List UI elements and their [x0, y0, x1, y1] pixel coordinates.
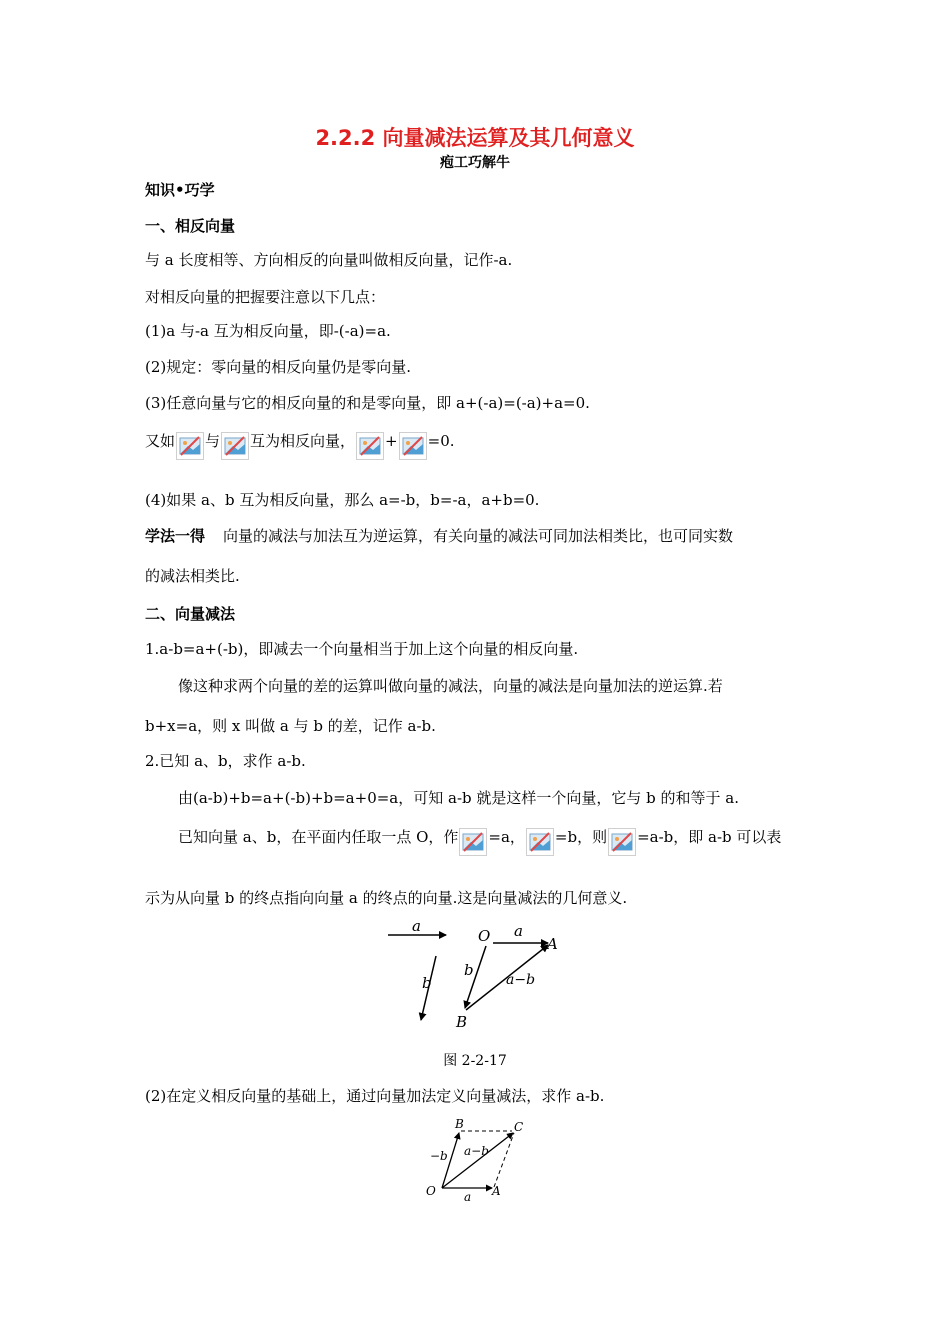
label-A: A — [547, 935, 558, 953]
label-a-minus-b: a−b — [506, 972, 536, 988]
paragraph: 与 a 长度相等、方向相反的向量叫做相反向量，记作-a. — [145, 251, 513, 269]
heading-vector-subtraction: 二、向量减法 — [145, 605, 236, 623]
label-B: B — [455, 1117, 464, 1131]
broken-image-icon — [356, 432, 384, 460]
paragraph: 像这种求两个向量的差的运算叫做向量的减法，向量的减法是向量加法的逆运算.若 — [178, 677, 723, 695]
study-tip-label: 学法一得 — [145, 527, 206, 545]
dashed-AC — [494, 1133, 514, 1187]
paragraph-with-images: 又如 与 互为相反向量， + =0. — [145, 428, 455, 456]
broken-image-icon — [459, 828, 487, 856]
label-neg-b: −b — [430, 1149, 448, 1163]
paragraph-with-images: 已知向量 a、b，在平面内任取一点 O，作 =a， =b，则 =a-b，即 a-b 可以表 — [178, 824, 781, 852]
paragraph: (4)如果 a、b 互为相反向量，那么 a=-b，b=-a，a+b=0. — [145, 491, 540, 509]
label-O: O — [478, 927, 491, 945]
label-A: A — [492, 1184, 501, 1198]
label-b-OB: b — [464, 961, 474, 979]
paragraph: 的减法相类比. — [145, 567, 240, 585]
label-B: B — [456, 1013, 468, 1030]
figure-parallelogram — [420, 1115, 540, 1205]
vector-OC — [442, 1133, 513, 1188]
label-a: a — [412, 918, 421, 935]
paragraph: 由(a-b)+b=a+(-b)+b=a+0=a，可知 a-b 就是这样一个向量，它与 b 的和等于 a. — [178, 789, 740, 807]
paragraph: b+x=a，则 x 叫做 a 与 b 的差，记作 a-b. — [145, 717, 436, 735]
label-a-minus-b: a−b — [464, 1144, 489, 1158]
heading-opposite-vector: 一、相反向量 — [145, 217, 236, 235]
label-b: b — [422, 974, 432, 992]
paragraph: 1.a-b=a+(-b)，即减去一个向量相当于加上这个向量的相反向量. — [145, 640, 579, 658]
paragraph: (2)在定义相反向量的基础上，通过向量加法定义向量减法，求作 a-b. — [145, 1087, 605, 1105]
figure-vector-subtraction — [380, 918, 570, 1030]
study-tip: 学法一得 向量的减法与加法互为逆运算，有关向量的减法可同加法相类比，也可同实数 — [145, 527, 734, 545]
label-C: C — [514, 1120, 524, 1134]
paragraph: 对相反向量的把握要注意以下几点： — [145, 288, 386, 306]
broken-image-icon — [176, 432, 204, 460]
paragraph: (3)任意向量与它的相反向量的和是零向量，即 a+(-a)=(-a)+a=0. — [145, 394, 590, 412]
paragraph: 2.已知 a、b，求作 a-b. — [145, 752, 306, 770]
broken-image-icon — [399, 432, 427, 460]
paragraph: (1)a 与-a 互为相反向量，即-(-a)=a. — [145, 322, 391, 340]
broken-image-icon — [526, 828, 554, 856]
section-label: 知识•巧学 — [145, 181, 215, 199]
paragraph: 示为从向量 b 的终点指向向量 a 的终点的向量.这是向量减法的几何意义. — [145, 889, 628, 907]
paragraph: (2)规定：零向量的相反向量仍是零向量. — [145, 358, 412, 376]
figure-caption: 图 2-2-17 — [443, 1053, 507, 1069]
label-a-OA: a — [514, 922, 523, 940]
page-subtitle: 疱工巧解牛 — [440, 155, 510, 171]
broken-image-icon — [221, 432, 249, 460]
page-title: 2.2.2 向量减法运算及其几何意义 — [315, 126, 635, 150]
label-O: O — [426, 1184, 436, 1198]
label-a: a — [464, 1190, 472, 1204]
broken-image-icon — [608, 828, 636, 856]
